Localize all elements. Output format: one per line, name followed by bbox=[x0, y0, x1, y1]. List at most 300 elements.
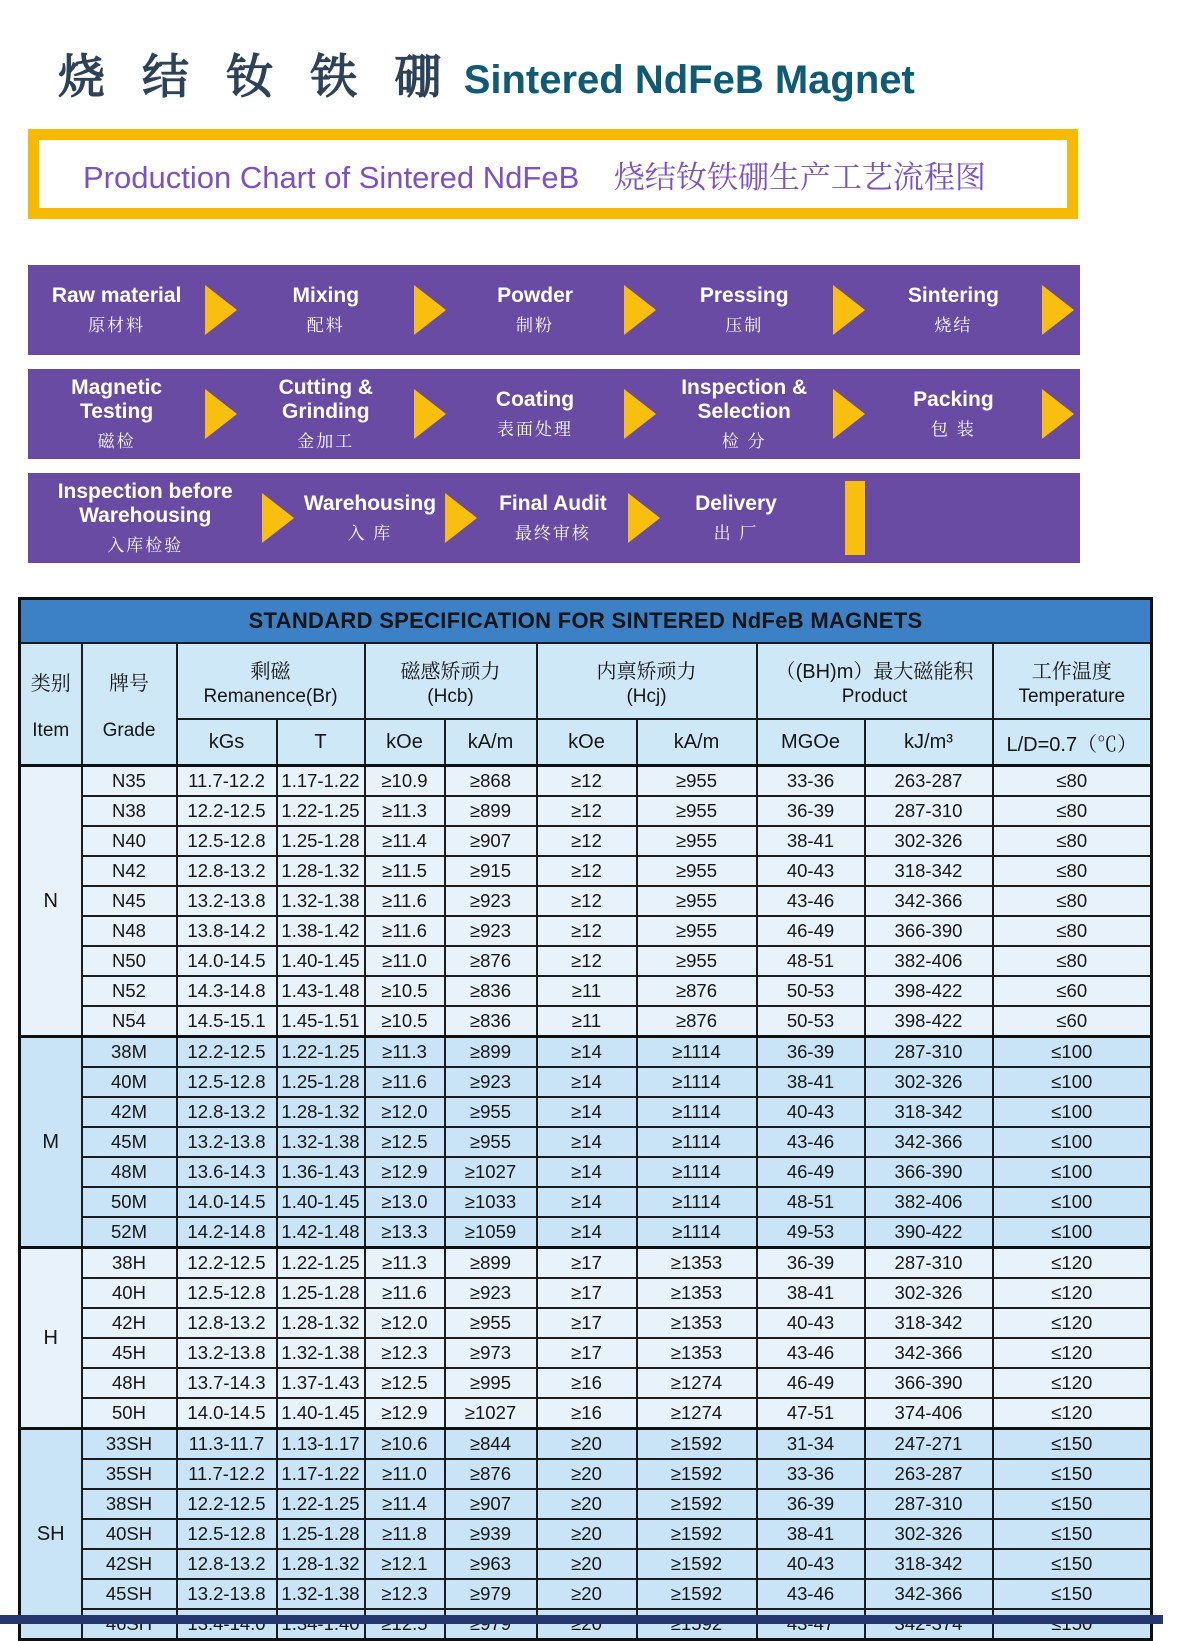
value-cell: 318-342 bbox=[865, 1097, 993, 1127]
value-cell: 1.36-1.43 bbox=[277, 1157, 365, 1187]
table-row bbox=[20, 1459, 1152, 1489]
value-cell: 38-41 bbox=[757, 1067, 865, 1097]
value-cell: 13.2-13.8 bbox=[177, 1579, 277, 1609]
grade-cell: N52 bbox=[82, 976, 177, 1006]
value-cell: 1.40-1.45 bbox=[277, 1398, 365, 1429]
value-cell: ≤120 bbox=[993, 1398, 1152, 1429]
value-cell: 1.32-1.38 bbox=[277, 1338, 365, 1368]
value-cell: ≤120 bbox=[993, 1278, 1152, 1308]
value-cell: 38-41 bbox=[757, 1278, 865, 1308]
value-cell: 1.17-1.22 bbox=[277, 1459, 365, 1489]
value-cell: 287-310 bbox=[865, 796, 993, 826]
value-cell: 13.8-14.2 bbox=[177, 916, 277, 946]
flow-step-label-zh: 入库检验 bbox=[107, 535, 184, 555]
value-cell: ≤60 bbox=[993, 1006, 1152, 1037]
banner-text bbox=[39, 152, 986, 197]
value-cell: 11.7-12.2 bbox=[177, 1459, 277, 1489]
value-cell: ≥955 bbox=[637, 946, 757, 976]
col-header-item bbox=[20, 643, 82, 766]
value-cell: ≥16 bbox=[537, 1368, 637, 1398]
flow-step-label-en: Cutting & Grinding bbox=[278, 376, 374, 423]
value-cell: ≥899 bbox=[445, 1037, 537, 1068]
arrow-right-icon bbox=[445, 493, 477, 543]
value-cell: 48-51 bbox=[757, 946, 865, 976]
value-cell: ≥10.6 bbox=[365, 1429, 445, 1460]
value-cell: ≥11 bbox=[537, 976, 637, 1006]
value-cell: ≥915 bbox=[445, 856, 537, 886]
value-cell: 1.13-1.17 bbox=[277, 1429, 365, 1460]
value-cell: ≤150 bbox=[993, 1489, 1152, 1519]
value-cell: 263-287 bbox=[865, 766, 993, 797]
value-cell: 14.0-14.5 bbox=[177, 1187, 277, 1217]
table-row bbox=[20, 1308, 1152, 1338]
value-cell: ≥17 bbox=[537, 1338, 637, 1368]
col-header-temperature bbox=[993, 643, 1152, 719]
value-cell: ≥1592 bbox=[637, 1429, 757, 1460]
grade-cell: 50M bbox=[82, 1187, 177, 1217]
unit-header-mgoe: MGOe bbox=[757, 719, 865, 766]
arrow-right-icon bbox=[628, 493, 660, 543]
flow-step-label-en: Final Audit bbox=[499, 492, 607, 516]
col-header-remanence bbox=[177, 643, 365, 719]
value-cell: 14.2-14.8 bbox=[177, 1217, 277, 1248]
process-flow-row-3 bbox=[28, 473, 1080, 563]
grade-cell: 48M bbox=[82, 1157, 177, 1187]
grade-cell: N40 bbox=[82, 826, 177, 856]
value-cell: 1.45-1.51 bbox=[277, 1006, 365, 1037]
value-cell: ≥923 bbox=[445, 916, 537, 946]
value-cell: 12.5-12.8 bbox=[177, 1519, 277, 1549]
value-cell bbox=[537, 1609, 637, 1640]
value-cell: ≥12.5 bbox=[365, 1127, 445, 1157]
value-cell: ≥12 bbox=[537, 916, 637, 946]
value-cell: 12.5-12.8 bbox=[177, 1067, 277, 1097]
value-cell: ≥1274 bbox=[637, 1368, 757, 1398]
value-cell: ≥1059 bbox=[445, 1217, 537, 1248]
value-cell: 49-53 bbox=[757, 1217, 865, 1248]
value-cell: ≥12.5 bbox=[365, 1368, 445, 1398]
page-title-zh: 烧 结 钕 铁 硼 bbox=[58, 50, 454, 103]
arrow-right-icon bbox=[833, 389, 865, 439]
value-cell: 366-390 bbox=[865, 1157, 993, 1187]
value-cell: ≥11.6 bbox=[365, 1067, 445, 1097]
table-row bbox=[20, 1338, 1152, 1368]
value-cell: ≥836 bbox=[445, 976, 537, 1006]
banner-title-en: Production Chart of Sintered NdFeB bbox=[83, 159, 580, 195]
value-cell: 398-422 bbox=[865, 1006, 993, 1037]
value-cell: ≥11.0 bbox=[365, 1459, 445, 1489]
arrow-right-icon bbox=[1042, 285, 1074, 335]
value-cell: 50-53 bbox=[757, 976, 865, 1006]
value-cell: 12.2-12.5 bbox=[177, 1489, 277, 1519]
table-row bbox=[20, 1037, 1152, 1068]
value-cell: ≥899 bbox=[445, 1248, 537, 1279]
value-cell: 13.2-13.8 bbox=[177, 1338, 277, 1368]
value-cell: 46-49 bbox=[757, 1157, 865, 1187]
value-cell: ≤100 bbox=[993, 1067, 1152, 1097]
value-cell: 13.2-13.8 bbox=[177, 1127, 277, 1157]
value-cell: ≥1592 bbox=[637, 1489, 757, 1519]
flow-step-label-en: Warehousing bbox=[303, 492, 437, 516]
col-header-hcb-en: (Hcb) bbox=[427, 685, 474, 707]
value-cell: ≥10.5 bbox=[365, 976, 445, 1006]
table-row bbox=[20, 1368, 1152, 1398]
value-cell: ≥14 bbox=[537, 1067, 637, 1097]
value-cell: 12.8-13.2 bbox=[177, 856, 277, 886]
value-cell: 1.22-1.25 bbox=[277, 1248, 365, 1279]
value-cell: ≥995 bbox=[445, 1368, 537, 1398]
value-cell: ≥1027 bbox=[445, 1157, 537, 1187]
value-cell: ≥11.8 bbox=[365, 1519, 445, 1549]
value-cell: ≥1027 bbox=[445, 1398, 537, 1429]
value-cell: ≥17 bbox=[537, 1278, 637, 1308]
value-cell: ≤80 bbox=[993, 886, 1152, 916]
flow-step-label-zh: 表面处理 bbox=[497, 419, 573, 439]
flow-step bbox=[656, 284, 833, 336]
col-header-grade bbox=[82, 643, 177, 766]
grade-cell: 50H bbox=[82, 1398, 177, 1429]
flow-step-label-en: Coating bbox=[495, 388, 575, 412]
value-cell: 1.17-1.22 bbox=[277, 766, 365, 797]
value-cell: ≥1592 bbox=[637, 1579, 757, 1609]
value-cell: 1.25-1.28 bbox=[277, 826, 365, 856]
value-cell: ≥1033 bbox=[445, 1187, 537, 1217]
value-cell: ≥907 bbox=[445, 826, 537, 856]
value-cell: ≤80 bbox=[993, 796, 1152, 826]
value-cell: 38-41 bbox=[757, 826, 865, 856]
page-title-en: Sintered NdFeB Magnet bbox=[463, 58, 915, 102]
flow-step bbox=[446, 284, 623, 336]
value-cell: ≥14 bbox=[537, 1037, 637, 1068]
value-cell: ≥979 bbox=[445, 1579, 537, 1609]
grade-cell: 42M bbox=[82, 1097, 177, 1127]
value-cell: ≤80 bbox=[993, 856, 1152, 886]
value-cell: ≥12.3 bbox=[365, 1338, 445, 1368]
flow-step-label-zh: 出 厂 bbox=[713, 523, 759, 543]
unit-header-t: T bbox=[277, 719, 365, 766]
grade-cell: N48 bbox=[82, 916, 177, 946]
value-cell: ≥12 bbox=[537, 946, 637, 976]
value-cell: ≥14 bbox=[537, 1187, 637, 1217]
value-cell: ≤80 bbox=[993, 826, 1152, 856]
value-cell: 302-326 bbox=[865, 1278, 993, 1308]
table-row bbox=[20, 1489, 1152, 1519]
value-cell: ≤80 bbox=[993, 766, 1152, 797]
unit-header-hcb-kam: kA/m bbox=[445, 719, 537, 766]
col-header-hcj-en: (Hcj) bbox=[626, 685, 667, 707]
flow-step-label-en: Magnetic Testing bbox=[71, 376, 163, 423]
table-row bbox=[20, 796, 1152, 826]
unit-header-hcb-koe: kOe bbox=[365, 719, 445, 766]
value-cell: ≥836 bbox=[445, 1006, 537, 1037]
table-row bbox=[20, 1278, 1152, 1308]
value-cell: ≤100 bbox=[993, 1097, 1152, 1127]
value-cell: ≥16 bbox=[537, 1398, 637, 1429]
value-cell: ≥955 bbox=[445, 1127, 537, 1157]
value-cell: 14.0-14.5 bbox=[177, 1398, 277, 1429]
value-cell: 1.42-1.48 bbox=[277, 1217, 365, 1248]
value-cell: 318-342 bbox=[865, 1308, 993, 1338]
value-cell: ≥11.4 bbox=[365, 826, 445, 856]
value-cell: 38-41 bbox=[757, 1519, 865, 1549]
grade-cell: 38H bbox=[82, 1248, 177, 1279]
value-cell: ≥17 bbox=[537, 1308, 637, 1338]
value-cell: 43-46 bbox=[757, 886, 865, 916]
value-cell: 342-366 bbox=[865, 1338, 993, 1368]
flow-step-label-en: Pressing bbox=[699, 284, 789, 308]
table-row bbox=[20, 1067, 1152, 1097]
arrow-right-icon bbox=[414, 285, 446, 335]
grade-cell: 40SH bbox=[82, 1519, 177, 1549]
flow-step-label-en: Raw material bbox=[51, 284, 182, 308]
value-cell: 1.37-1.43 bbox=[277, 1368, 365, 1398]
value-cell: ≥10.9 bbox=[365, 766, 445, 797]
value-cell: ≥955 bbox=[637, 826, 757, 856]
value-cell: 1.25-1.28 bbox=[277, 1278, 365, 1308]
value-cell: 33-36 bbox=[757, 766, 865, 797]
value-cell: 1.28-1.32 bbox=[277, 856, 365, 886]
grade-cell: 52M bbox=[82, 1217, 177, 1248]
flow-step bbox=[28, 376, 205, 451]
value-cell: 263-287 bbox=[865, 1459, 993, 1489]
value-cell: ≥14 bbox=[537, 1157, 637, 1187]
value-cell: ≥12 bbox=[537, 886, 637, 916]
flow-step-label-en: Delivery bbox=[695, 492, 777, 516]
value-cell: ≥876 bbox=[445, 1459, 537, 1489]
col-header-hcb bbox=[365, 643, 537, 719]
value-cell: ≥14 bbox=[537, 1127, 637, 1157]
col-header-product-en: Product bbox=[841, 685, 908, 707]
value-cell: 31-34 bbox=[757, 1429, 865, 1460]
arrow-right-icon bbox=[262, 493, 294, 543]
value-cell: ≥1114 bbox=[637, 1067, 757, 1097]
value-cell: 33-36 bbox=[757, 1459, 865, 1489]
value-cell: 1.28-1.32 bbox=[277, 1549, 365, 1579]
value-cell: ≥876 bbox=[637, 1006, 757, 1037]
table-row bbox=[20, 1127, 1152, 1157]
value-cell: 342-366 bbox=[865, 886, 993, 916]
value-cell: 14.0-14.5 bbox=[177, 946, 277, 976]
value-cell: ≥955 bbox=[445, 1097, 537, 1127]
value-cell: ≤120 bbox=[993, 1368, 1152, 1398]
table-row bbox=[20, 1429, 1152, 1460]
value-cell: ≥11.0 bbox=[365, 946, 445, 976]
value-cell: ≥1353 bbox=[637, 1308, 757, 1338]
value-cell: ≥20 bbox=[537, 1429, 637, 1460]
value-cell: 382-406 bbox=[865, 946, 993, 976]
col-header-item-en: Item bbox=[32, 719, 70, 741]
value-cell: ≥11.5 bbox=[365, 856, 445, 886]
value-cell: ≥14 bbox=[537, 1217, 637, 1248]
spec-table bbox=[18, 597, 1153, 1641]
grade-cell: 40M bbox=[82, 1067, 177, 1097]
flow-step-label-en: Inspection & Selection bbox=[681, 376, 808, 423]
value-cell: ≤120 bbox=[993, 1338, 1152, 1368]
col-header-grade-zh: 牌号 bbox=[109, 672, 149, 695]
table-row bbox=[20, 946, 1152, 976]
unit-header-ld: L/D=0.7（℃） bbox=[993, 719, 1152, 766]
col-header-product-zh: （(BH)m）最大磁能积 bbox=[775, 660, 974, 683]
flow-step-label-en: Mixing bbox=[292, 284, 360, 308]
value-cell: ≥955 bbox=[637, 856, 757, 886]
page-bottom-edge bbox=[0, 1615, 1163, 1624]
table-row bbox=[20, 1217, 1152, 1248]
group-label-N: N bbox=[20, 766, 82, 1037]
value-cell: ≥1114 bbox=[637, 1097, 757, 1127]
value-cell: ≤80 bbox=[993, 916, 1152, 946]
value-cell: 287-310 bbox=[865, 1037, 993, 1068]
arrow-right-icon bbox=[624, 285, 656, 335]
value-cell: 14.3-14.8 bbox=[177, 976, 277, 1006]
value-cell: 1.32-1.38 bbox=[277, 1579, 365, 1609]
value-cell: ≥955 bbox=[637, 886, 757, 916]
value-cell: ≥20 bbox=[537, 1549, 637, 1579]
value-cell: ≥12 bbox=[537, 856, 637, 886]
value-cell: 398-422 bbox=[865, 976, 993, 1006]
arrow-right-icon bbox=[205, 285, 237, 335]
value-cell: ≥12.1 bbox=[365, 1549, 445, 1579]
value-cell: ≥923 bbox=[445, 1067, 537, 1097]
value-cell: ≥1114 bbox=[637, 1127, 757, 1157]
value-cell: 247-271 bbox=[865, 1429, 993, 1460]
value-cell: ≥1353 bbox=[637, 1278, 757, 1308]
col-header-remanence-zh: 剩磁 bbox=[250, 660, 291, 683]
grade-cell: N50 bbox=[82, 946, 177, 976]
value-cell: 12.2-12.5 bbox=[177, 796, 277, 826]
value-cell: ≥1114 bbox=[637, 1157, 757, 1187]
value-cell: 13.6-14.3 bbox=[177, 1157, 277, 1187]
flow-step bbox=[294, 492, 445, 544]
value-cell: ≥12 bbox=[537, 766, 637, 797]
table-row bbox=[20, 1398, 1152, 1429]
value-cell: 46-49 bbox=[757, 1368, 865, 1398]
value-cell: ≥1114 bbox=[637, 1037, 757, 1068]
value-cell: ≥11.3 bbox=[365, 796, 445, 826]
value-cell: ≥844 bbox=[445, 1429, 537, 1460]
value-cell: ≥12.9 bbox=[365, 1157, 445, 1187]
value-cell: ≥899 bbox=[445, 796, 537, 826]
value-cell bbox=[277, 1609, 365, 1640]
value-cell: 1.40-1.45 bbox=[277, 1187, 365, 1217]
arrow-right-icon bbox=[1042, 389, 1074, 439]
table-row bbox=[20, 766, 1152, 797]
value-cell: 12.8-13.2 bbox=[177, 1308, 277, 1338]
value-cell: 287-310 bbox=[865, 1248, 993, 1279]
grade-cell: 45M bbox=[82, 1127, 177, 1157]
grade-cell: 40H bbox=[82, 1278, 177, 1308]
value-cell: ≥12.0 bbox=[365, 1308, 445, 1338]
value-cell: 1.25-1.28 bbox=[277, 1067, 365, 1097]
table-title: STANDARD SPECIFICATION FOR SINTERED NdFeB MAGNETS bbox=[20, 599, 1152, 644]
value-cell: 1.22-1.25 bbox=[277, 796, 365, 826]
flow-end-bar bbox=[845, 481, 865, 555]
flow-step bbox=[446, 388, 623, 440]
value-cell: 48-51 bbox=[757, 1187, 865, 1217]
flow-step-label-zh: 金加工 bbox=[297, 431, 355, 451]
value-cell: 36-39 bbox=[757, 796, 865, 826]
value-cell: ≥13.3 bbox=[365, 1217, 445, 1248]
value-cell: ≥955 bbox=[637, 796, 757, 826]
arrow-right-icon bbox=[205, 389, 237, 439]
grade-cell: 45H bbox=[82, 1338, 177, 1368]
grade-cell: N35 bbox=[82, 766, 177, 797]
value-cell: ≥907 bbox=[445, 1489, 537, 1519]
value-cell: ≥1353 bbox=[637, 1248, 757, 1279]
flow-step-label-zh: 烧结 bbox=[934, 315, 973, 335]
value-cell bbox=[865, 1609, 993, 1640]
value-cell: ≥12.9 bbox=[365, 1398, 445, 1429]
flow-step-label-en: Sintering bbox=[907, 284, 999, 308]
flow-step-label-zh: 包 装 bbox=[931, 419, 976, 439]
value-cell: ≥955 bbox=[637, 766, 757, 797]
value-cell: ≤100 bbox=[993, 1127, 1152, 1157]
value-cell: 12.5-12.8 bbox=[177, 826, 277, 856]
value-cell: 1.38-1.42 bbox=[277, 916, 365, 946]
value-cell: 46-49 bbox=[757, 916, 865, 946]
unit-header-hcj-kam: kA/m bbox=[637, 719, 757, 766]
value-cell: 1.25-1.28 bbox=[277, 1519, 365, 1549]
value-cell: 1.22-1.25 bbox=[277, 1037, 365, 1068]
value-cell: ≤100 bbox=[993, 1187, 1152, 1217]
value-cell: 1.28-1.32 bbox=[277, 1097, 365, 1127]
flow-step bbox=[237, 284, 414, 336]
arrow-right-icon bbox=[833, 285, 865, 335]
col-header-grade-en: Grade bbox=[102, 719, 156, 741]
value-cell: ≥17 bbox=[537, 1248, 637, 1279]
flow-step bbox=[865, 284, 1042, 336]
process-flow-row-2 bbox=[28, 369, 1080, 459]
value-cell: 36-39 bbox=[757, 1037, 865, 1068]
value-cell: ≥1592 bbox=[637, 1519, 757, 1549]
value-cell bbox=[445, 1609, 537, 1640]
flow-step-label-en: Inspection before Warehousing bbox=[57, 480, 233, 527]
table-row bbox=[20, 1006, 1152, 1037]
value-cell: 318-342 bbox=[865, 1549, 993, 1579]
value-cell: 36-39 bbox=[757, 1248, 865, 1279]
value-cell: ≥1114 bbox=[637, 1217, 757, 1248]
flow-step-label-zh: 制粉 bbox=[516, 315, 554, 335]
unit-header-kgs: kGs bbox=[177, 719, 277, 766]
group-label-H: H bbox=[20, 1248, 82, 1429]
value-cell: ≥14 bbox=[537, 1097, 637, 1127]
value-cell: ≤150 bbox=[993, 1429, 1152, 1460]
value-cell: 12.8-13.2 bbox=[177, 1097, 277, 1127]
value-cell: 382-406 bbox=[865, 1187, 993, 1217]
table-row bbox=[20, 1549, 1152, 1579]
col-header-temperature-en: Temperature bbox=[1018, 685, 1126, 707]
value-cell: ≥20 bbox=[537, 1579, 637, 1609]
unit-header-hcj-koe: kOe bbox=[537, 719, 637, 766]
value-cell: 43-46 bbox=[757, 1579, 865, 1609]
flow-step-label-zh: 磁检 bbox=[97, 431, 136, 451]
value-cell: 12.2-12.5 bbox=[177, 1248, 277, 1279]
flow-step bbox=[656, 376, 833, 451]
table-row bbox=[20, 916, 1152, 946]
value-cell: 43-46 bbox=[757, 1127, 865, 1157]
value-cell: 12.5-12.8 bbox=[177, 1278, 277, 1308]
value-cell: 13.7-14.3 bbox=[177, 1368, 277, 1398]
value-cell: 43-46 bbox=[757, 1338, 865, 1368]
grade-cell: N54 bbox=[82, 1006, 177, 1037]
flow-step-label-en: Packing bbox=[913, 388, 994, 412]
table-row bbox=[20, 1097, 1152, 1127]
value-cell: ≥1592 bbox=[637, 1459, 757, 1489]
flow-step-label-zh: 入 库 bbox=[347, 523, 393, 543]
value-cell: 50-53 bbox=[757, 1006, 865, 1037]
value-cell: 12.2-12.5 bbox=[177, 1037, 277, 1068]
grade-cell: N42 bbox=[82, 856, 177, 886]
table-row bbox=[20, 1609, 1152, 1640]
